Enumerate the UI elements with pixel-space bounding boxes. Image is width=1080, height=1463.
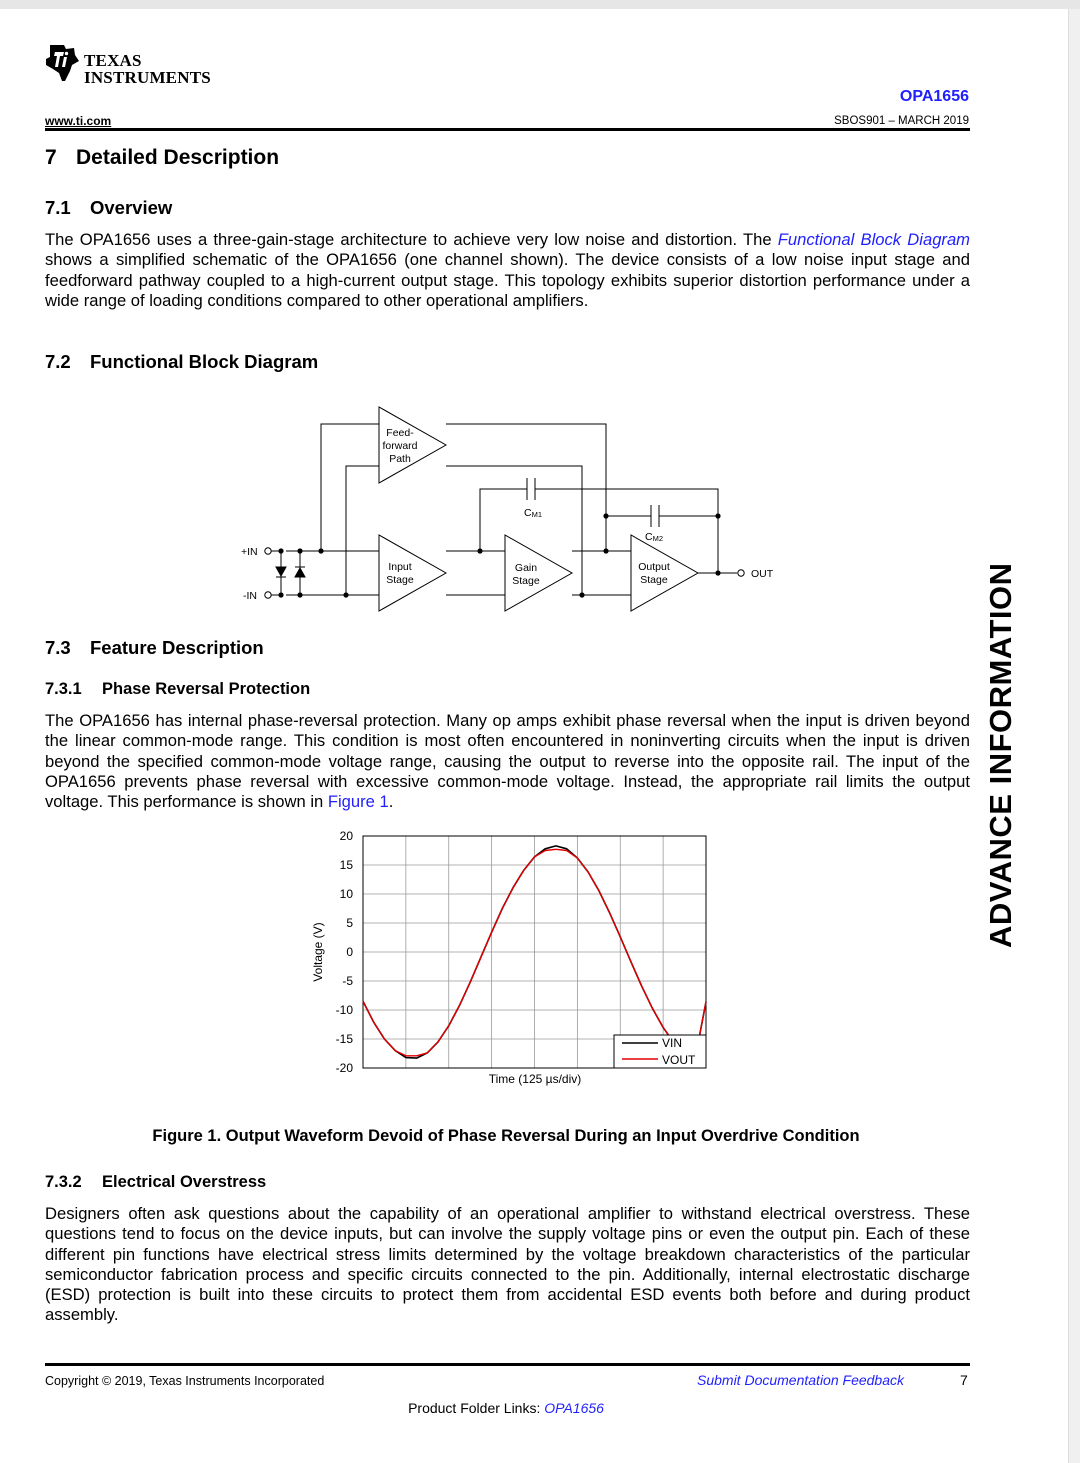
minus-in-label: -IN [243,590,257,602]
overview-paragraph [45,230,970,311]
output-stage-block [631,535,698,611]
overview-text-b: shows a simplified schematic of the OPA1656 (one channel shown). The device consists of a low noise input stage and feedforward pathway coupled to a high-current output stage. This topology exhibits superior distortion performance under a wide range of loading conditions compared to other operational amplifiers. [45,250,970,310]
ti-logo-icon [44,43,80,85]
chart-y-tick-label: 0 [346,945,353,959]
legend-label-vout: VOUT [662,1053,696,1067]
chart-y-tick-label: -15 [335,1032,353,1046]
chart-x-axis-label: Time (125 µs/div) [488,1072,582,1086]
section-number: 7.3.1 [45,680,82,698]
input-stage-label-2: Stage [386,574,414,586]
phase-reversal-text-b: . [388,792,394,812]
product-folder-link[interactable]: OPA1656 [544,1400,604,1416]
legend-label-vin: VIN [662,1036,683,1050]
feedforward-label-2: forward [382,440,418,452]
plus-in-pin-icon [265,548,271,554]
feedforward-label-3: Path [389,453,411,465]
section-title: Overview [90,197,173,218]
chart-y-tick-label: 10 [339,887,353,901]
cm2-label: CM2 [645,531,664,543]
section-number: 7.3.2 [45,1173,82,1191]
functional-block-diagram-link[interactable]: Functional Block Diagram [777,230,970,249]
chart-y-tick-label: -10 [335,1003,353,1017]
section-title: Electrical Overstress [102,1173,267,1191]
section-number: 7 [45,146,57,169]
section-7-heading [45,146,279,170]
phase-reversal-text-a: The OPA1656 has internal phase-reversal protection. Many op amps exhibit phase reversal when the input is driven beyond the linear common-mode range. This condition is most often encountered in noninverting circuits when the input is driven beyond the specified common-mode voltage range, causing the output to reverse into the opposite rail. The input of the OPA1656 prevents phase reversal with excessive common-mode voltage. Instead, the appropriate rail limits the output voltage. This performance is shown in [45,711,970,812]
gain-stage-label-2: Stage [512,575,540,587]
section-number: 7.3 [45,637,71,658]
figure-1-chart [300,825,720,1090]
section-7-1-heading [45,197,172,219]
out-label: OUT [751,568,774,580]
chart-y-tick-label: 5 [346,916,353,930]
input-stage-block [379,535,446,611]
section-number: 7.2 [45,351,71,372]
header-rule [45,128,970,131]
document-id: SBOS901 – MARCH 2019 [834,115,969,127]
viewer-scrollbar[interactable] [1068,9,1080,1463]
section-title: Phase Reversal Protection [102,680,311,698]
feedforward-label-1: Feed- [386,427,414,439]
submit-feedback-link[interactable]: Submit Documentation Feedback [697,1372,904,1388]
website-link[interactable]: www.ti.com [45,114,112,128]
figure-1-caption: Figure 1. Output Waveform Devoid of Phase Reversal During an Input Overdrive Condition [152,1127,860,1145]
section-title: Functional Block Diagram [90,351,319,372]
phase-reversal-paragraph [45,711,970,812]
minus-in-pin-icon [265,592,271,598]
chart-grid [363,836,706,1068]
ti-logo [44,43,224,89]
page-number: 7 [960,1372,968,1388]
advance-information-banner: ADVANCE INFORMATION [983,562,1018,948]
section-title: Feature Description [90,637,264,658]
section-7-3-2-heading [45,1173,266,1192]
plus-in-label: +IN [241,546,258,558]
logo-line-2: INSTRUMENTS [84,68,211,87]
output-stage-label-2: Stage [640,574,668,586]
chart-y-tick-label: 20 [339,829,353,843]
output-stage-label-1: Output [638,561,670,573]
input-stage-label-1: Input [388,561,412,573]
chart-y-tick-label: 15 [339,858,353,872]
out-pin-icon [738,570,744,576]
footer-rule [45,1363,970,1366]
electrical-overstress-paragraph: Designers often ask questions about the capability of an operational amplifier to withstand electrical overstress. These questions tend to focus on the device inputs, but can involve the supply voltage pins or even the output pin. Each of these different pin functions have electrical stress limits determined by the voltage breakdown characteristics of the particular semiconductor fabrication process and specific circuits connected to the pin. Additionally, internal electrostatic discharge (ESD) protection is built into these circuits to protect them from accidental ESD events both before and during product assembly. [45,1204,970,1325]
cm1-label: CM1 [524,507,543,519]
chart-y-tick-label: -5 [342,974,353,988]
section-title: Detailed Description [76,146,280,169]
protection-diode-1-icon [276,567,286,576]
section-7-3-heading [45,637,264,659]
overview-text-a: The OPA1656 uses a three-gain-stage architecture to achieve very low noise and distortion. The [45,230,778,249]
chart-y-tick-label: -20 [335,1061,353,1075]
copyright-text: Copyright © 2019, Texas Instruments Incorporated [45,1374,325,1388]
protection-diode-2-icon [295,568,305,577]
logo-line-1: TEXAS [84,51,142,70]
product-folder-links [0,1400,1012,1416]
functional-block-diagram [230,400,790,620]
section-7-3-1-heading [45,680,310,699]
chart-legend [614,1035,706,1068]
product-folder-label: Product Folder Links: [408,1400,545,1416]
viewer-top-bar [0,0,1080,9]
chart-y-axis-label: Voltage (V) [311,922,325,982]
figure-1-link[interactable]: Figure 1 [327,792,389,812]
section-7-2-heading [45,351,318,373]
section-number: 7.1 [45,197,71,218]
gain-stage-label-1: Gain [514,562,538,574]
part-number-link[interactable]: OPA1656 [899,88,969,105]
